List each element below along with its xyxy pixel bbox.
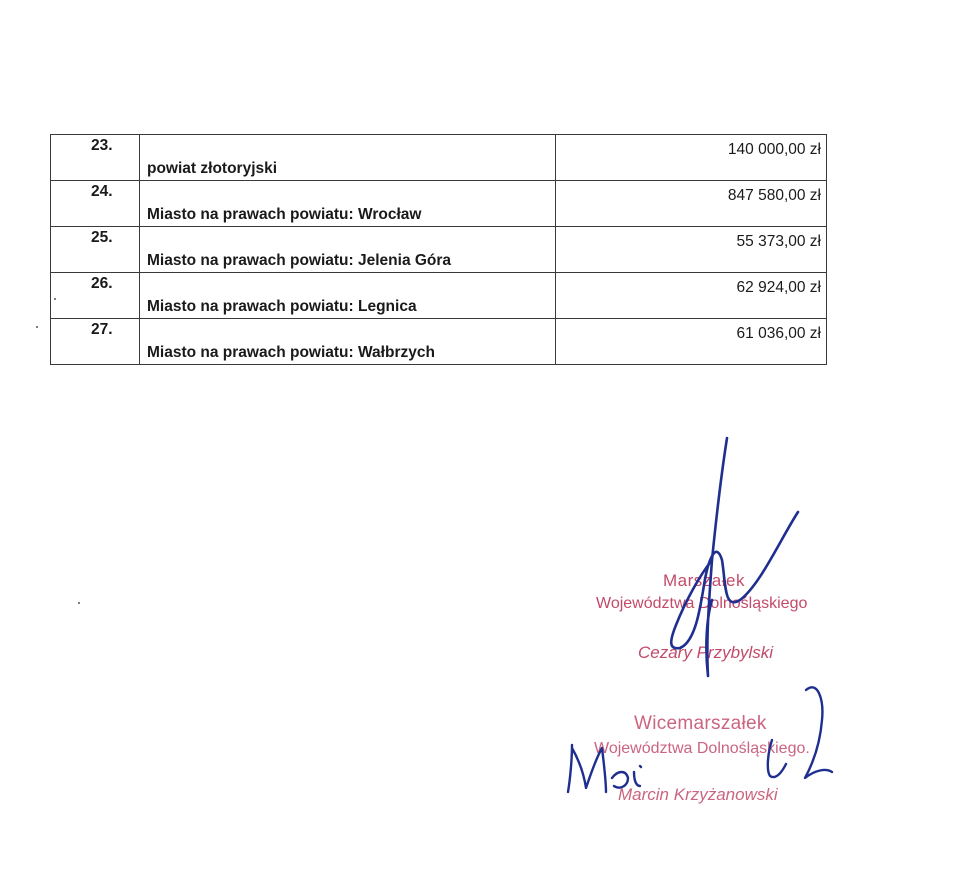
row-name: powiat złotoryjski <box>147 160 278 177</box>
scan-speck <box>78 602 80 604</box>
table-row <box>51 227 827 273</box>
row-number-cell <box>51 319 140 365</box>
table-row <box>51 273 827 319</box>
row-number-cell <box>51 227 140 273</box>
row-name: Miasto na prawach powiatu: Jelenia Góra <box>147 252 452 269</box>
row-name: Miasto na prawach powiatu: Legnica <box>147 298 417 315</box>
row-number: 26. <box>91 275 113 292</box>
row-number-cell <box>51 181 140 227</box>
stamp-name-marshal: Cezary Przybylski <box>638 643 774 662</box>
row-amount-cell <box>556 181 827 227</box>
row-name-cell <box>140 273 556 319</box>
stamp-name-vice-marshal: Marcin Krzyżanowski <box>618 785 778 804</box>
allocation-table <box>50 134 827 365</box>
row-number: 27. <box>91 321 113 338</box>
row-number: 23. <box>91 137 113 154</box>
row-name-cell <box>140 181 556 227</box>
row-amount-cell <box>556 135 827 181</box>
row-amount: 55 373,00 zł <box>736 233 821 250</box>
row-name-cell <box>140 319 556 365</box>
row-number-cell <box>51 135 140 181</box>
row-amount-cell <box>556 273 827 319</box>
row-amount: 140 000,00 zł <box>727 141 821 158</box>
table-row <box>51 135 827 181</box>
stamp-title-vice-marshal: Wicemarszałek <box>634 713 767 734</box>
row-name: Miasto na prawach powiatu: Wałbrzych <box>147 344 435 361</box>
row-number: 24. <box>91 183 113 200</box>
signature-marshal <box>671 438 798 676</box>
row-name-cell <box>140 227 556 273</box>
row-number: 25. <box>91 229 113 246</box>
table-row <box>51 319 827 365</box>
row-name-cell <box>140 135 556 181</box>
row-name: Miasto na prawach powiatu: Wrocław <box>147 206 422 223</box>
table-row <box>51 181 827 227</box>
row-amount: 61 036,00 zł <box>736 325 821 342</box>
stamp-title-marshal: Marszałek <box>663 571 745 590</box>
row-amount: 847 580,00 zł <box>727 187 821 204</box>
scan-speck <box>54 298 56 300</box>
row-number-cell <box>51 273 140 319</box>
row-amount: 62 924,00 zł <box>736 279 821 296</box>
row-amount-cell <box>556 227 827 273</box>
stamp-subtitle-marshal: Województwa Dolnośląskiego <box>596 595 808 612</box>
row-amount-cell <box>556 319 827 365</box>
stamp-subtitle-vice-marshal: Województwa Dolnośląskiego. <box>594 740 810 757</box>
scan-speck <box>36 326 38 328</box>
